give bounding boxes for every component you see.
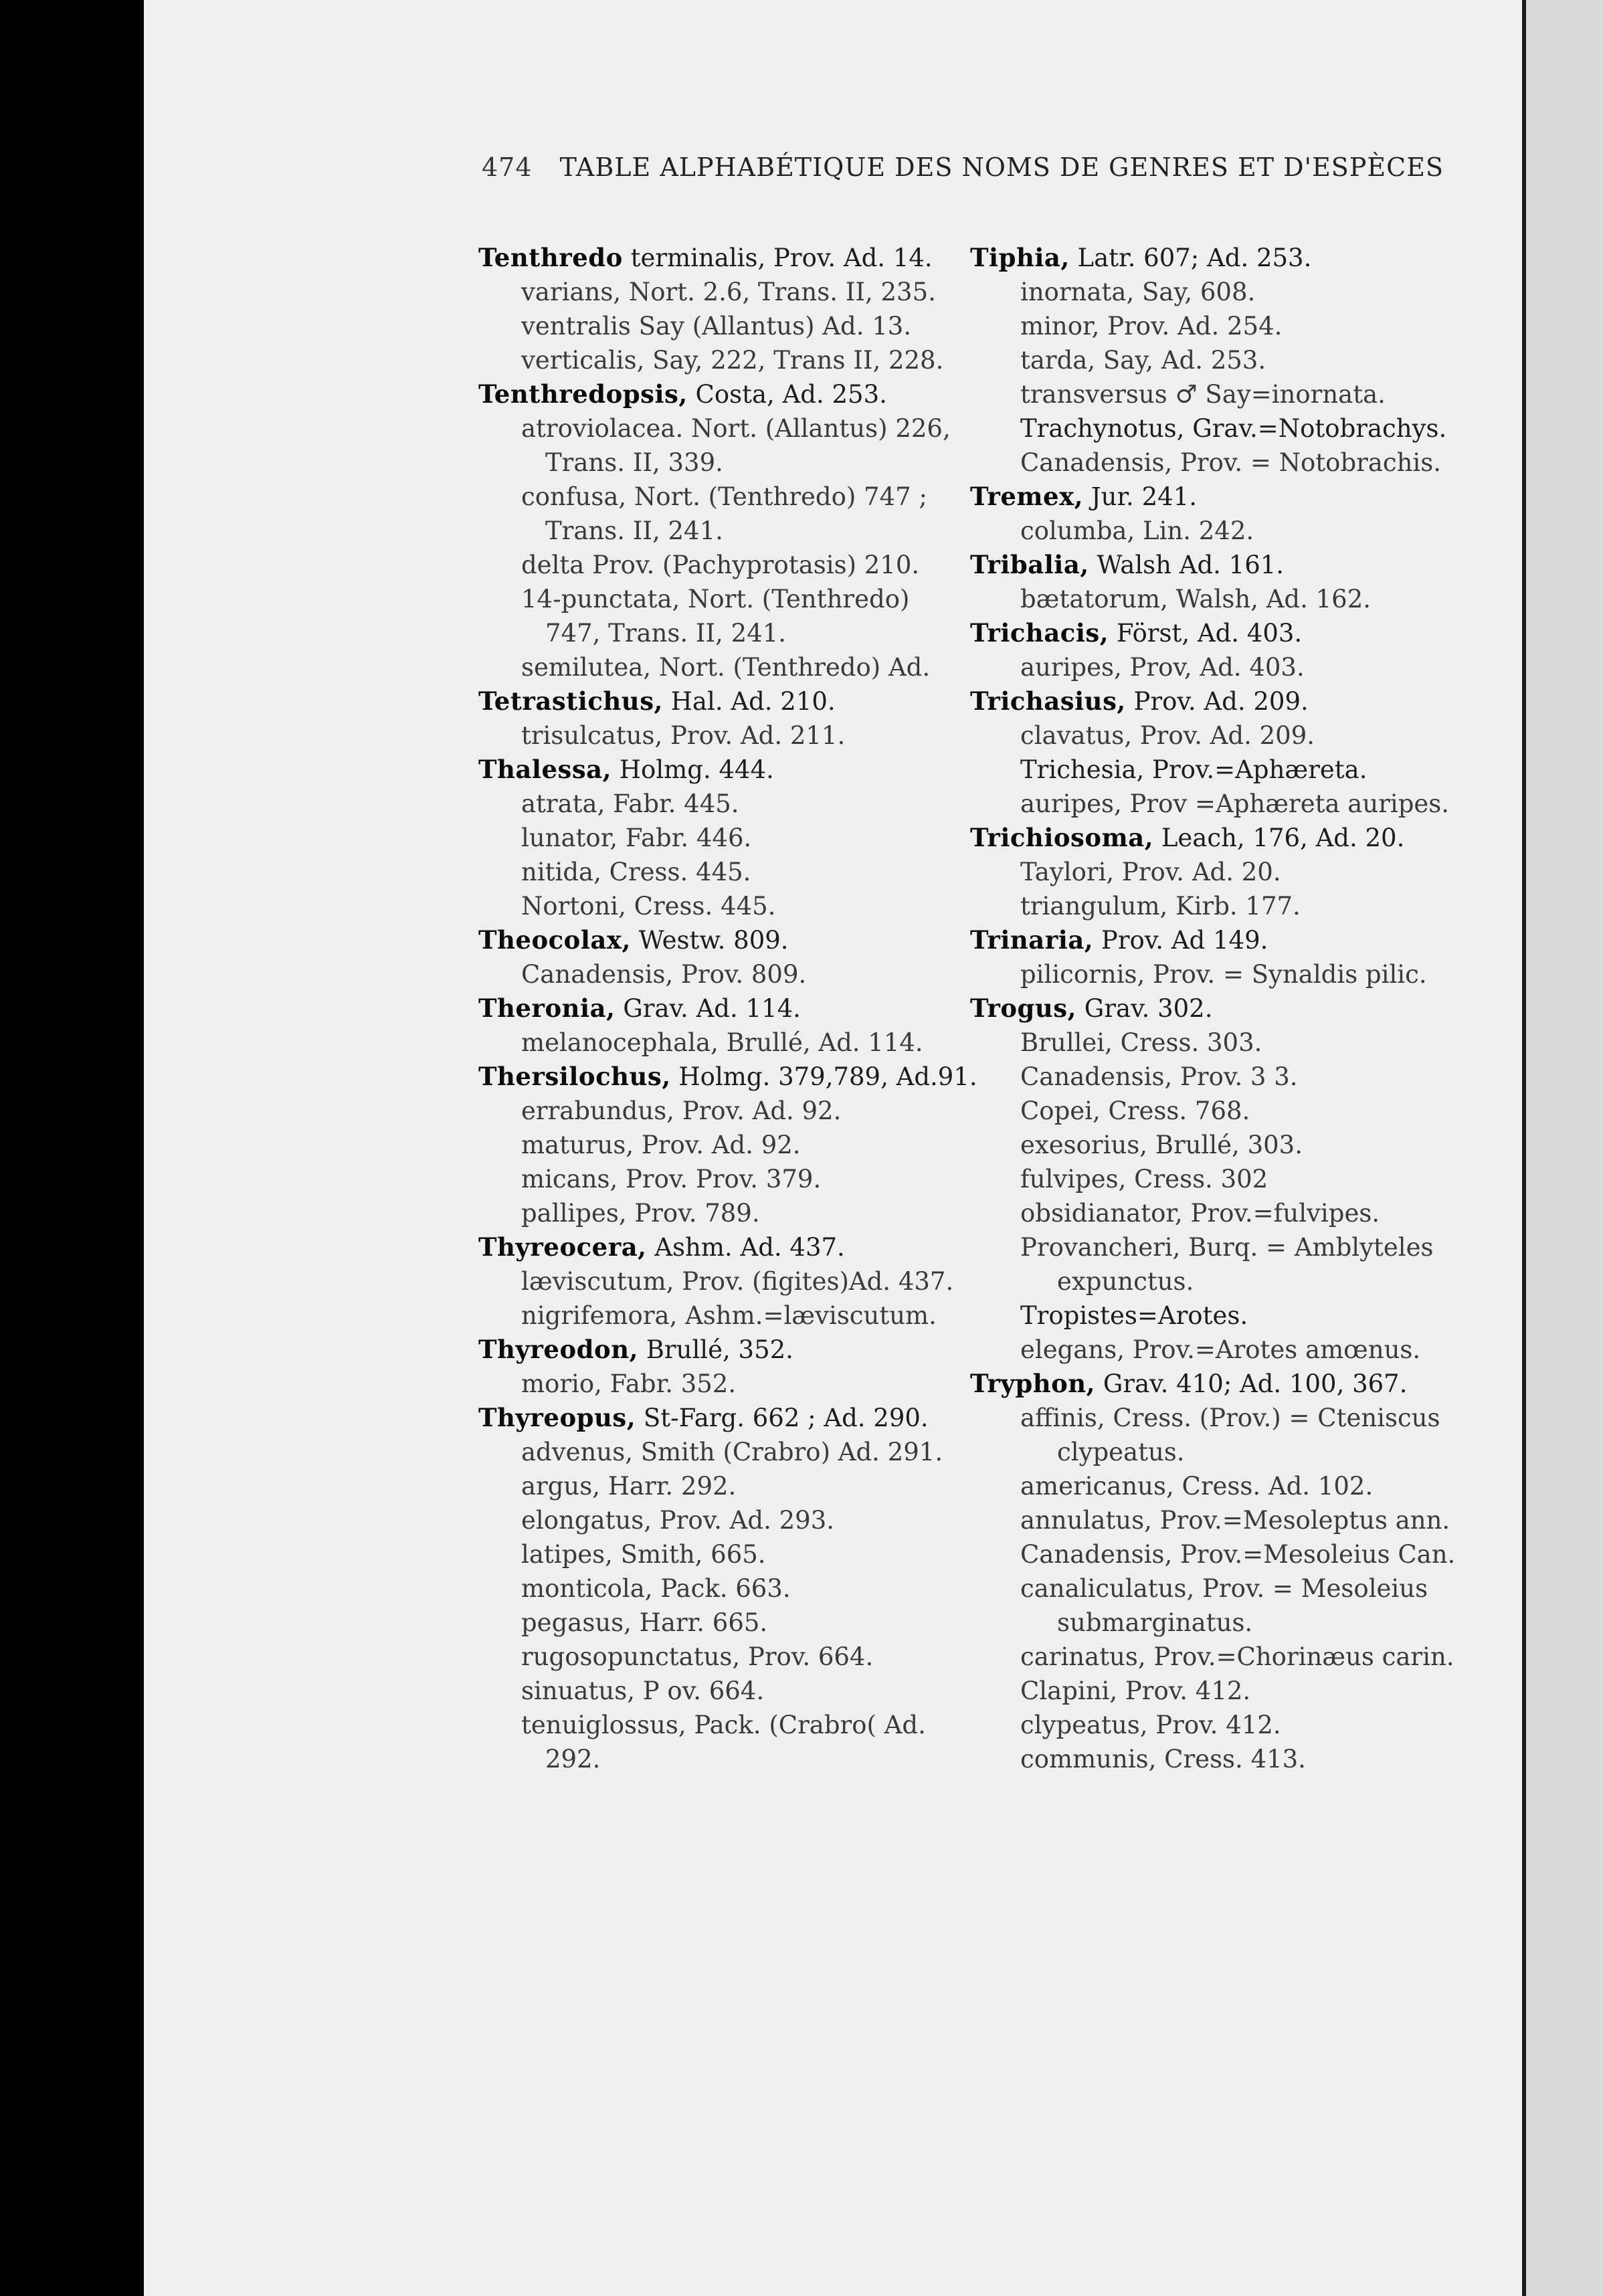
entry-text: delta Prov. (Pachyprotasis) 210. [521,551,920,579]
index-entry-species [478,1196,973,1230]
entry-text: St-Farg. 662 ; Ad. 290. [636,1404,929,1432]
entry-text: semilutea, Nort. (Tenthredo) Ad. [521,653,931,682]
index-entry-species [963,957,1485,991]
entry-text: Trachynotus, Grav.=Notobrachys. [1020,414,1447,443]
index-entry-note [963,753,1485,787]
entry-text: carinatus, Prov.=Chorinæus carin. [1020,1642,1454,1671]
index-entry-species [963,1708,1485,1742]
index-entry-species [478,582,973,616]
genus-name: Tremex, [970,482,1084,511]
index-entry-species [478,719,973,753]
index-entry-species [478,548,973,582]
genus-name: Trinaria, [970,925,1094,955]
index-entry-species [963,1503,1485,1537]
index-entry-species [478,1640,973,1674]
index-entry-species [478,1606,973,1640]
entry-text: columba, Lin. 242. [1020,516,1254,545]
index-entry-species [478,855,973,889]
entry-text: Canadensis, Prov. 3 3. [1020,1062,1298,1091]
entry-text: Jur. 241. [1083,482,1197,511]
genus-name: Tetrastichus, [478,686,663,716]
entry-text: submarginatus. [1057,1608,1253,1637]
entry-text: micans, Prov. Prov. 379. [521,1165,822,1193]
index-entry-genus [963,821,1485,855]
entry-text: pallipes, Prov. 789. [521,1199,760,1228]
entry-text: Grav. 302. [1076,994,1213,1023]
index-entry-genus [963,684,1485,719]
entry-text: sinuatus, P ov. 664. [521,1677,765,1705]
index-entry-genus [963,923,1485,957]
entry-text: 14-punctata, Nort. (Tenthredo) [521,585,910,613]
entry-text: 292. [545,1745,601,1774]
index-entry-species [963,650,1485,684]
index-entry-species [963,1401,1485,1435]
entry-text: clavatus, Prov. Ad. 209. [1020,721,1315,750]
genus-name: Theronia, [478,993,616,1023]
index-entry-genus [478,1230,973,1264]
index-entry-species [963,1469,1485,1503]
index-entry-species [963,1571,1485,1606]
index-entry-species [478,1264,973,1299]
entry-text: expunctus. [1057,1267,1194,1296]
genus-name: Theocolax, [478,925,631,955]
genus-name: Tribalia, [970,550,1089,579]
index-entry-cont [478,514,973,548]
entry-text: Leach, 176, Ad. 20. [1153,824,1405,852]
entry-text: tenuiglossus, Pack. (Crabro( Ad. [521,1711,926,1739]
index-entry-species [478,889,973,923]
entry-text: inornata, Say, 608. [1020,278,1256,306]
entry-text: transversus ♂ Say=inornata. [1020,380,1386,409]
entry-text: triangulum, Kirb. 177. [1020,892,1301,921]
index-column-right [963,241,1485,1776]
entry-text: nitida, Cress. 445. [521,858,751,886]
index-entry-species [478,1503,973,1537]
next-page-edge [1522,0,1603,2296]
entry-text: tarda, Say, Ad. 253. [1020,346,1266,375]
index-entry-species [963,446,1485,480]
index-entry-genus [478,1401,973,1435]
entry-text: Nortoni, Cress. 445. [521,892,776,921]
entry-text: 747, Trans. II, 241. [545,619,787,648]
index-entry-species [963,377,1485,411]
entry-text: bætatorum, Walsh, Ad. 162. [1020,585,1372,613]
page-number: 474 [482,153,533,182]
genus-name: Thalessa, [478,755,612,784]
entry-text: auripes, Prov =Aphæreta auripes. [1020,789,1450,818]
entry-text: terminalis, Prov. Ad. 14. [622,244,933,272]
index-entry-species [963,514,1485,548]
entry-text: Prov. Ad. 209. [1125,687,1309,716]
entry-text: atroviolacea. Nort. (Allantus) 226, [521,414,951,443]
genus-name: Tenthredo [478,243,623,272]
entry-text: Walsh Ad. 161. [1089,551,1285,579]
genus-name: Thersilochus, [478,1062,671,1091]
entry-text: rugosopunctatus, Prov. 664. [521,1642,874,1671]
index-entry-species [478,480,973,514]
index-entry-species [478,1094,973,1128]
index-entry-species [478,650,973,684]
entry-text: latipes, Smith, 665. [521,1540,766,1569]
index-entry-note [963,1299,1485,1333]
index-entry-species [963,1162,1485,1196]
entry-text: Taylori, Prov. Ad. 20. [1020,858,1281,886]
page-header [482,153,1458,182]
genus-name: Thyreocera, [478,1232,647,1262]
entry-text: pegasus, Harr. 665. [521,1608,768,1637]
entry-text: Canadensis, Prov. 809. [521,960,807,989]
entry-text: exesorius, Brullé, 303. [1020,1131,1303,1159]
index-entry-species [963,1094,1485,1128]
page-title: TABLE ALPHABÉTIQUE DES NOMS DE GENRES ET D'ESPÈCES [559,153,1444,182]
entry-text: morio, Fabr. 352. [521,1369,737,1398]
entry-text: errabundus, Prov. Ad. 92. [521,1096,842,1125]
index-column-left [478,241,977,1776]
entry-text: ventralis Say (Allantus) Ad. 13. [521,312,912,341]
index-entry-cont [478,1742,973,1776]
entry-text: Westw. 809. [630,926,789,955]
index-entry-genus [478,923,973,957]
index-entry-species [478,1537,973,1571]
entry-text: Grav. 410; Ad. 100, 367. [1095,1369,1408,1398]
genus-name: Tenthredopsis, [478,379,688,409]
entry-text: argus, Harr. 292. [521,1472,737,1501]
index-entry-cont [478,616,973,650]
genus-name: Tiphia, [970,243,1070,272]
entry-text: trisulcatus, Prov. Ad. 211. [521,721,846,750]
entry-text: varians, Nort. 2.6, Trans. II, 235. [521,278,936,306]
index-entry-genus [963,548,1485,582]
index-entry-species [963,343,1485,377]
index-entry-note [963,411,1485,446]
index-entry-species [478,1299,973,1333]
index-entry-species [963,855,1485,889]
index-entry-species [478,411,973,446]
genus-name: Trichiosoma, [970,823,1154,852]
index-entry-genus [963,616,1485,650]
genus-name: Trichacis, [970,618,1109,648]
entry-text: obsidianator, Prov.=fulvipes. [1020,1199,1380,1228]
index-entry-species [478,275,973,309]
index-entry-species [478,1469,973,1503]
entry-text: Provancheri, Burq. = Amblyteles [1020,1233,1434,1262]
index-entry-species [963,1128,1485,1162]
entry-text: Trans. II, 241. [545,516,723,545]
entry-text: americanus, Cress. Ad. 102. [1020,1472,1374,1501]
entry-text: Trichesia, Prov.=Aphæreta. [1020,755,1368,784]
index-entry-species [963,1537,1485,1571]
index-entry-species [478,1128,973,1162]
entry-text: Holmg. 379,789, Ad.91. [670,1062,977,1091]
entry-text: Trans. II, 339. [545,448,723,477]
entry-text: communis, Cress. 413. [1020,1745,1306,1774]
entry-text: Prov. Ad 149. [1093,926,1268,955]
entry-text: elongatus, Prov. Ad. 293. [521,1506,834,1535]
entry-text: Först, Ad. 403. [1109,619,1303,648]
index-entry-species [963,1230,1485,1264]
index-entry-genus [478,377,973,411]
entry-text: melanocephala, Brullé, Ad. 114. [521,1028,923,1057]
entry-text: monticola, Pack. 663. [521,1574,791,1603]
index-entry-species [963,1333,1485,1367]
entry-text: Holmg. 444. [611,755,774,784]
index-entry-species [963,1640,1485,1674]
index-entry-species [963,1742,1485,1776]
index-entry-species [963,889,1485,923]
index-entry-species [478,1708,973,1742]
genus-name: Trichasius, [970,686,1126,716]
entry-text: fulvipes, Cress. 302 [1020,1165,1268,1193]
entry-text: confusa, Nort. (Tenthredo) 747 ; [521,482,927,511]
index-entry-species [478,1435,973,1469]
entry-text: Ashm. Ad. 437. [646,1233,845,1262]
index-entry-genus [963,241,1485,275]
entry-text: Brullé, 352. [638,1335,793,1364]
entry-text: Costa, Ad. 253. [687,380,887,409]
index-entry-species [963,582,1485,616]
index-entry-species [478,309,973,343]
entry-text: canaliculatus, Prov. = Mesoleius [1020,1574,1428,1603]
index-entry-genus [963,480,1485,514]
index-entry-species [478,821,973,855]
index-entry-genus [478,991,973,1026]
genus-name: Thyreopus, [478,1403,636,1432]
index-entry-species [478,957,973,991]
entry-text: advenus, Smith (Crabro) Ad. 291. [521,1438,943,1466]
index-entry-species [478,1367,973,1401]
index-entry-species [478,1026,973,1060]
index-entry-cont [963,1264,1485,1299]
entry-text: minor, Prov. Ad. 254. [1020,312,1283,341]
index-entry-species [478,343,973,377]
genus-name: Trogus, [970,993,1076,1023]
index-entry-species [478,1571,973,1606]
entry-text: annulatus, Prov.=Mesoleptus ann. [1020,1506,1450,1535]
entry-text: Canadensis, Prov. = Notobrachis. [1020,448,1442,477]
entry-text: nigrifemora, Ashm.=læviscutum. [521,1301,937,1330]
entry-text: clypeatus. [1057,1438,1185,1466]
index-entry-genus [478,753,973,787]
index-entry-species [963,719,1485,753]
index-entry-cont [478,446,973,480]
entry-text: Clapini, Prov. 412. [1020,1677,1251,1705]
index-entry-species [963,787,1485,821]
entry-text: læviscutum, Prov. (figites)Ad. 437. [521,1267,954,1296]
entry-text: maturus, Prov. Ad. 92. [521,1131,801,1159]
index-entry-species [963,309,1485,343]
index-entry-species [478,1674,973,1708]
entry-text: clypeatus, Prov. 412. [1020,1711,1281,1739]
entry-text: Copei, Cress. 768. [1020,1096,1250,1125]
genus-name: Thyreodon, [478,1335,638,1364]
genus-name: Tryphon, [970,1369,1096,1398]
index-entry-genus [963,1367,1485,1401]
index-entry-species [963,1060,1485,1094]
index-entry-species [963,1026,1485,1060]
entry-text: lunator, Fabr. 446. [521,824,752,852]
index-entry-species [963,275,1485,309]
index-entry-species [478,787,973,821]
index-entry-genus [478,1060,977,1094]
entry-text: pilicornis, Prov. = Synaldis pilic. [1020,960,1427,989]
entry-text: Hal. Ad. 210. [662,687,836,716]
index-entry-genus [478,241,973,275]
index-entry-genus [963,991,1485,1026]
index-entry-species [963,1674,1485,1708]
entry-text: auripes, Prov, Ad. 403. [1020,653,1305,682]
entry-text: atrata, Fabr. 445. [521,789,739,818]
entry-text: Canadensis, Prov.=Mesoleius Can. [1020,1540,1456,1569]
page-paper [144,0,1522,2296]
entry-text: Grav. Ad. 114. [615,994,801,1023]
entry-text: Brullei, Cress. 303. [1020,1028,1262,1057]
entry-text: Latr. 607; Ad. 253. [1069,244,1312,272]
index-entry-species [478,1162,973,1196]
index-entry-species [963,1196,1485,1230]
index-entry-cont [963,1435,1485,1469]
entry-text: affinis, Cress. (Prov.) = Cteniscus [1020,1404,1440,1432]
entry-text: verticalis, Say, 222, Trans II, 228. [521,346,944,375]
index-entry-cont [963,1606,1485,1640]
index-entry-genus [478,684,973,719]
entry-text: elegans, Prov.=Arotes amœnus. [1020,1335,1421,1364]
index-entry-genus [478,1333,973,1367]
entry-text: Tropistes=Arotes. [1020,1301,1248,1330]
